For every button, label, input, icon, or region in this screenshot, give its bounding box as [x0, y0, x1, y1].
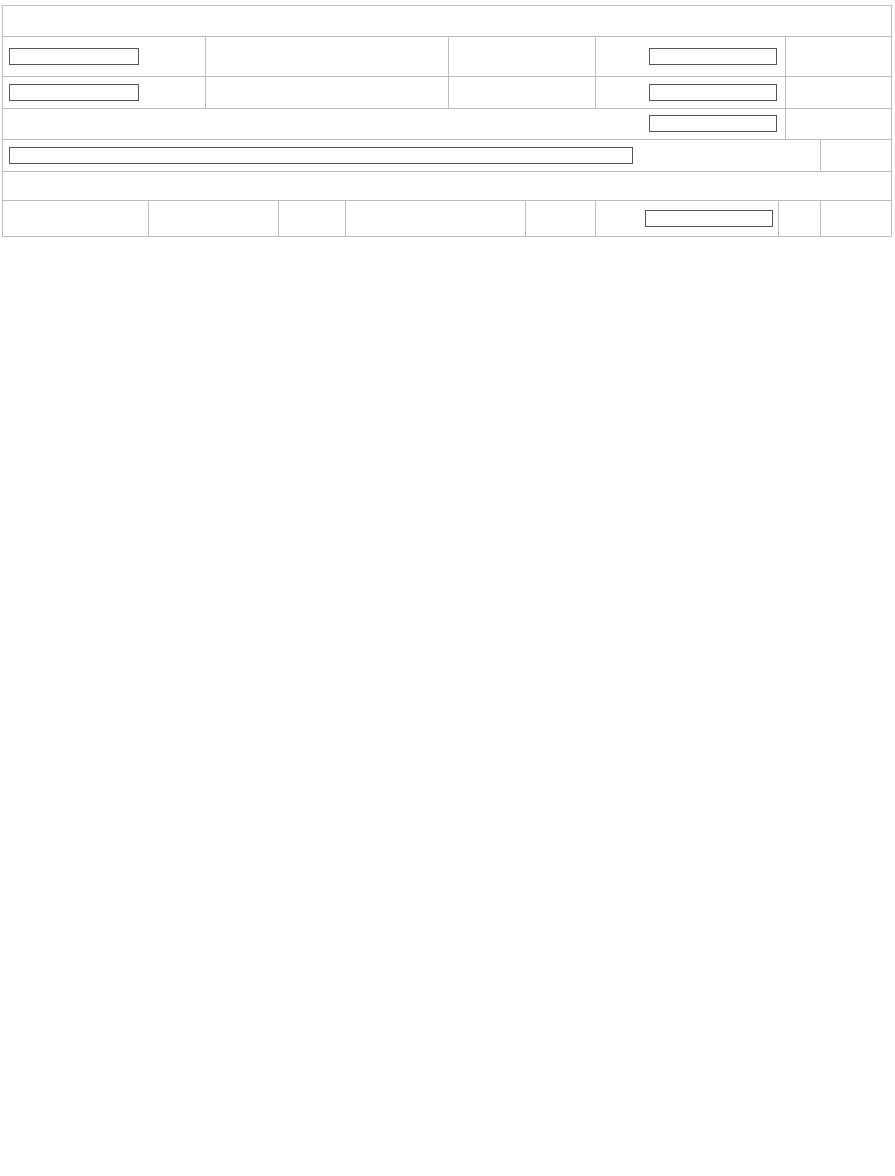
header-row: [2, 5, 892, 37]
org-row: [2, 37, 892, 77]
title-field: [9, 147, 633, 164]
number-field: [649, 84, 777, 101]
number-row: [2, 77, 892, 109]
status-field: [9, 84, 139, 101]
auction-details-page: [2, 5, 892, 1113]
time-section-row: [2, 172, 892, 201]
title-row: [2, 140, 892, 172]
ref-field: [649, 115, 777, 132]
ref-row: [2, 109, 892, 140]
org-name-field: [9, 48, 139, 65]
code-field: [649, 48, 777, 65]
publish-row: [2, 201, 892, 237]
publish-from-date: [645, 210, 773, 227]
